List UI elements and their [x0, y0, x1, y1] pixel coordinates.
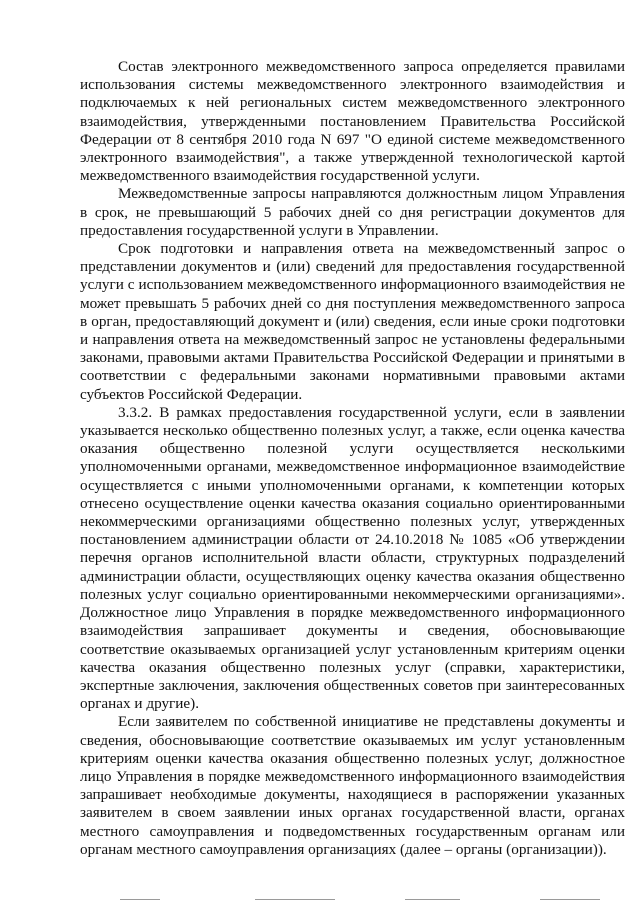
scan-artifact: [405, 899, 460, 900]
document-page: [80, 58, 625, 859]
paragraph-section-3-3-2: 3.3.2. В рамках предоставления государственной услуги, если в заявлении указывается несколько общественно полезных услуг, а также, если оценка качества оказания общественно полезной услуги осуществляется несколькими уполномоченными органами, межведомственное информационное взаимодействие осуществляется с иными уполномоченными органами, к компетенции которых отнесено осуществление оценки качества оказания социально ориентированными некоммерческими организациями общественно полезных услуг, утвержденных постановлением администрации области от 24.10.2018 № 1085 «Об утверждении перечня органов исполнительной власти области, структурных подразделений администрации области, осуществляющих оценку качества оказания общественно полезных услуг социально ориентированными некоммерческими организациями». Должностное лицо Управления в порядке межведомственного информационного взаимодействия запрашивает документы и сведения, обосновывающие соответствие оказываемых организацией услуг установленным критериям оценки качества оказания общественно полезных услуг (справки, характеристики, экспертные заключения, заключения общественных советов при заинтересованных органах и другие).: [80, 403, 625, 713]
scan-artifact: [255, 899, 335, 900]
scan-artifact: [540, 899, 600, 900]
paragraph-response-deadline: Срок подготовки и направления ответа на межведомственный запрос о представлении документов и (или) сведений для предоставления государственной услуги с использованием межведомственного информационного взаимодействия не может превышать 5 рабочих дней со дня поступления межведомственного запроса в орган, предоставляющий документ и (или) сведения, если иные сроки подготовки и направления ответа на межведомственный запрос не установлены федеральными законами, правовыми актами Правительства Российской Федерации и принятыми в соответствии с федеральными законами нормативными правовыми актами субъектов Российской Федерации.: [80, 240, 625, 403]
paragraph-request-deadline: Межведомственные запросы направляются должностным лицом Управления в срок, не превышающий 5 рабочих дней со дня регистрации документов для предоставления государственной услуги в Управлении.: [80, 185, 625, 239]
paragraph-applicant-documents: Если заявителем по собственной инициативе не представлены документы и сведения, обосновывающие соответствие оказываемых им услуг установленным критериям оценки качества оказания общественно полезных услуг, должностное лицо Управления в порядке межведомственного информационного взаимодействия запрашивает необходимые документы, находящиеся в распоряжении указанных заявителем в своем заявлении иных органах государственной власти, органах местного самоуправления и подведомственных государственным органам или органам местного самоуправления организациях (далее – органы (организации)).: [80, 713, 625, 858]
paragraph-request-composition: Состав электронного межведомственного запроса определяется правилами использования системы межведомственного электронного взаимодействия и подключаемых к ней региональных систем межведомственного электронного взаимодействия, утвержденными постановлением Правительства Российской Федерации от 8 сентября 2010 года N 697 "О единой системе межведомственного электронного взаимодействия", а также утвержденной технологической картой межведомственного взаимодействия государственной услуги.: [80, 58, 625, 185]
scan-artifact: [120, 899, 160, 900]
scan-footer-artifacts: [0, 893, 640, 905]
